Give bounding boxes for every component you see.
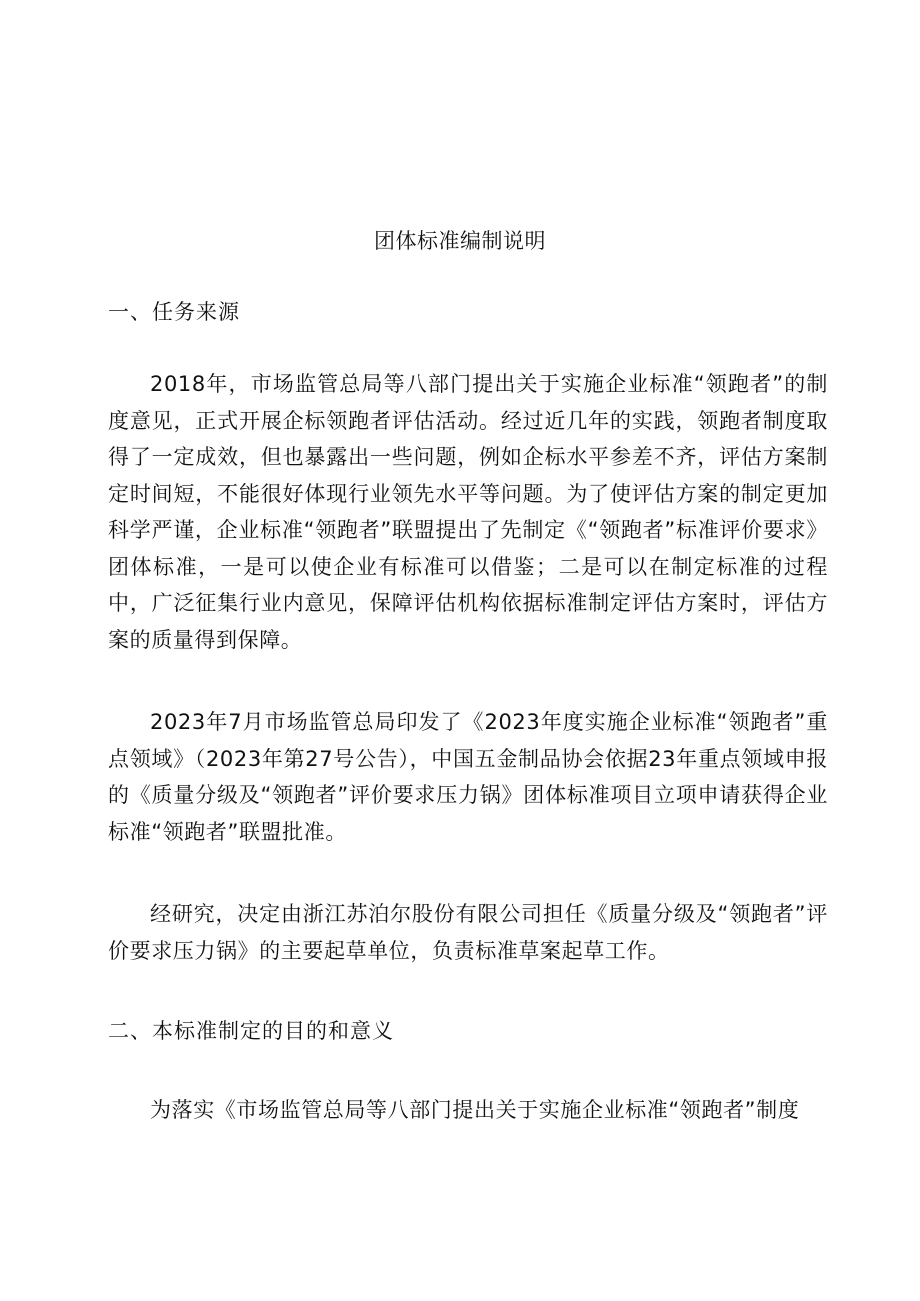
document-title: 团体标准编制说明 [374,229,546,253]
paragraph-background: 2018年，市场监管总局等八部门提出关于实施企业标准“领跑者”的制度意见，正式开展企标领跑者评估活动。经过近几年的实践，领跑者制度取得了一定成效，但也暴露出一些问题，例如企标水平参差不齐，评估方案制定时间短，不能很好体现行业领先水平等问题。为了使评估方案的制定更加科学严谨，企业标准“领跑者”联盟提出了先制定《“领跑者”标准评价要求》团体标准，一是可以使企业有标准可以借鉴；二是可以在制定标准的过程中，广泛征集行业内意见，保障评估机构依据标准制定评估方案时，评估方案的质量得到保障。 [108,372,828,652]
section-heading-purpose: 二、本标准制定的目的和意义 [108,1019,394,1043]
paragraph-2023-notice: 2023年7月市场监管总局印发了《2023年度实施企业标准“领跑者”重点领域》（2023年第27号公告），中国五金制品协会依据23年重点领域申报的《质量分级及“领跑者”评价要求压力锅》团体标准项目立项申请获得企业标准“领跑者”联盟批准。 [108,710,828,844]
paragraph-drafting-unit: 经研究，决定由浙江苏泊尔股份有限公司担任《质量分级及“领跑者”评价要求压力锅》的主要起草单位，负责标准草案起草工作。 [108,902,828,963]
section-heading-task-source: 一、任务来源 [108,300,240,324]
paragraph-purpose-intro: 为落实《市场监管总局等八部门提出关于实施企业标准“领跑者”制度 [150,1098,800,1122]
